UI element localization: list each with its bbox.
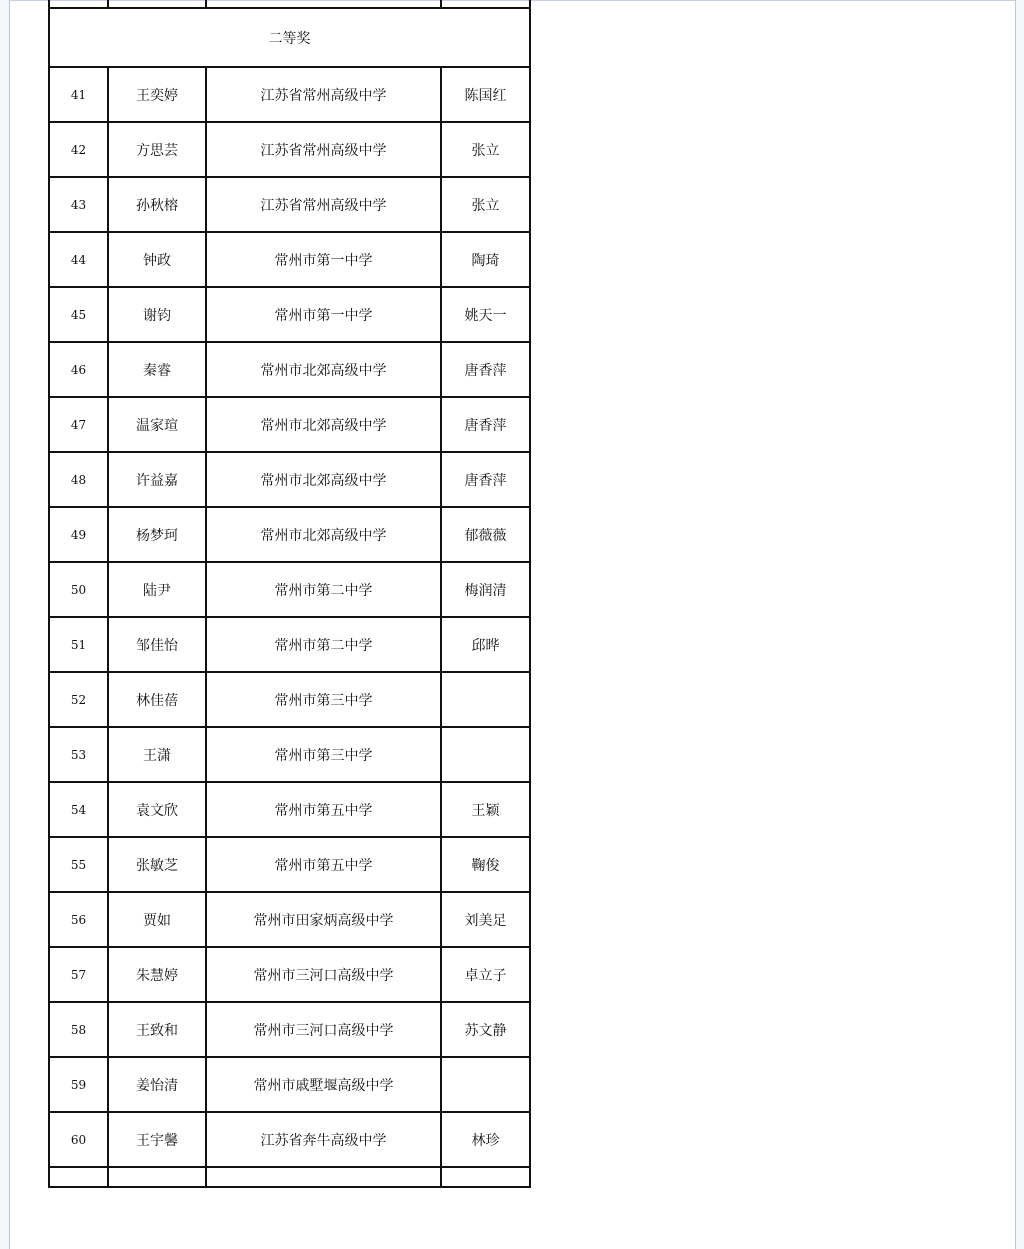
teacher-name: 唐香萍 <box>441 397 530 452</box>
next-row-stub <box>49 1167 530 1187</box>
student-name: 孙秋榕 <box>108 177 206 232</box>
school-name: 常州市第二中学 <box>206 617 441 672</box>
row-number: 59 <box>49 1057 108 1112</box>
student-name: 朱慧婷 <box>108 947 206 1002</box>
teacher-name: 梅润清 <box>441 562 530 617</box>
school-name: 江苏省常州高级中学 <box>206 67 441 122</box>
teacher-name: 唐香萍 <box>441 342 530 397</box>
teacher-name: 邱晔 <box>441 617 530 672</box>
row-number: 47 <box>49 397 108 452</box>
teacher-name: 张立 <box>441 122 530 177</box>
school-name: 常州市田家炳高级中学 <box>206 892 441 947</box>
table-row <box>49 507 530 562</box>
row-number: 51 <box>49 617 108 672</box>
row-number: 42 <box>49 122 108 177</box>
row-number: 49 <box>49 507 108 562</box>
student-name: 秦睿 <box>108 342 206 397</box>
row-number: 54 <box>49 782 108 837</box>
teacher-name: 苏文静 <box>441 1002 530 1057</box>
table-row <box>49 1057 530 1112</box>
student-name: 陆尹 <box>108 562 206 617</box>
teacher-name <box>441 672 530 727</box>
school-name: 常州市第五中学 <box>206 837 441 892</box>
student-name: 姜怡清 <box>108 1057 206 1112</box>
teacher-name: 王颖 <box>441 782 530 837</box>
table-row <box>49 232 530 287</box>
school-name: 常州市北郊高级中学 <box>206 452 441 507</box>
teacher-name <box>441 1057 530 1112</box>
student-name: 张敏芝 <box>108 837 206 892</box>
teacher-name <box>441 727 530 782</box>
row-number: 53 <box>49 727 108 782</box>
table-row <box>49 287 530 342</box>
student-name: 谢钧 <box>108 287 206 342</box>
table-row <box>49 947 530 1002</box>
viewer-left-margin <box>0 0 10 1249</box>
viewer-right-margin <box>1015 0 1024 1249</box>
teacher-name: 唐香萍 <box>441 452 530 507</box>
teacher-name: 姚天一 <box>441 287 530 342</box>
school-name: 江苏省常州高级中学 <box>206 122 441 177</box>
table-row <box>49 122 530 177</box>
row-number: 44 <box>49 232 108 287</box>
table-row <box>49 837 530 892</box>
row-number: 41 <box>49 67 108 122</box>
table-row <box>49 452 530 507</box>
teacher-name: 张立 <box>441 177 530 232</box>
row-number: 43 <box>49 177 108 232</box>
row-number: 46 <box>49 342 108 397</box>
teacher-name: 陶琦 <box>441 232 530 287</box>
student-name: 王宇馨 <box>108 1112 206 1167</box>
table-row <box>49 67 530 122</box>
section-row <box>49 8 530 67</box>
row-number: 58 <box>49 1002 108 1057</box>
student-name: 邹佳怡 <box>108 617 206 672</box>
school-name: 常州市第一中学 <box>206 232 441 287</box>
table-row <box>49 1112 530 1167</box>
school-name: 常州市第二中学 <box>206 562 441 617</box>
student-name: 王奕婷 <box>108 67 206 122</box>
table-row <box>49 727 530 782</box>
teacher-name: 郁薇薇 <box>441 507 530 562</box>
school-name: 常州市三河口高级中学 <box>206 1002 441 1057</box>
school-name: 常州市第三中学 <box>206 672 441 727</box>
student-name: 温家瑄 <box>108 397 206 452</box>
teacher-name: 刘美足 <box>441 892 530 947</box>
school-name: 常州市北郊高级中学 <box>206 397 441 452</box>
row-number: 48 <box>49 452 108 507</box>
row-number: 55 <box>49 837 108 892</box>
table-row <box>49 342 530 397</box>
row-number: 60 <box>49 1112 108 1167</box>
student-name: 王潇 <box>108 727 206 782</box>
table-row <box>49 177 530 232</box>
teacher-name: 陈国红 <box>441 67 530 122</box>
previous-row-stub <box>49 0 530 8</box>
row-number: 45 <box>49 287 108 342</box>
school-name: 江苏省常州高级中学 <box>206 177 441 232</box>
awards-table <box>48 0 531 1188</box>
row-number: 50 <box>49 562 108 617</box>
student-name: 袁文欣 <box>108 782 206 837</box>
student-name: 林佳蓓 <box>108 672 206 727</box>
school-name: 常州市第五中学 <box>206 782 441 837</box>
table-row <box>49 892 530 947</box>
school-name: 常州市三河口高级中学 <box>206 947 441 1002</box>
student-name: 贾如 <box>108 892 206 947</box>
row-number: 52 <box>49 672 108 727</box>
row-number: 57 <box>49 947 108 1002</box>
school-name: 常州市第三中学 <box>206 727 441 782</box>
table-row <box>49 617 530 672</box>
teacher-name: 卓立子 <box>441 947 530 1002</box>
student-name: 杨梦珂 <box>108 507 206 562</box>
table-row <box>49 672 530 727</box>
student-name: 钟政 <box>108 232 206 287</box>
student-name: 方思芸 <box>108 122 206 177</box>
table-row <box>49 1002 530 1057</box>
student-name: 许益嘉 <box>108 452 206 507</box>
school-name: 常州市戚墅堰高级中学 <box>206 1057 441 1112</box>
document-page <box>10 1 1015 1249</box>
table-row <box>49 782 530 837</box>
student-name: 王致和 <box>108 1002 206 1057</box>
section-title: 二等奖 <box>49 8 530 67</box>
table-row <box>49 562 530 617</box>
school-name: 江苏省奔牛高级中学 <box>206 1112 441 1167</box>
school-name: 常州市北郊高级中学 <box>206 507 441 562</box>
table-row <box>49 397 530 452</box>
row-number: 56 <box>49 892 108 947</box>
teacher-name: 鞠俊 <box>441 837 530 892</box>
school-name: 常州市北郊高级中学 <box>206 342 441 397</box>
school-name: 常州市第一中学 <box>206 287 441 342</box>
teacher-name: 林珍 <box>441 1112 530 1167</box>
